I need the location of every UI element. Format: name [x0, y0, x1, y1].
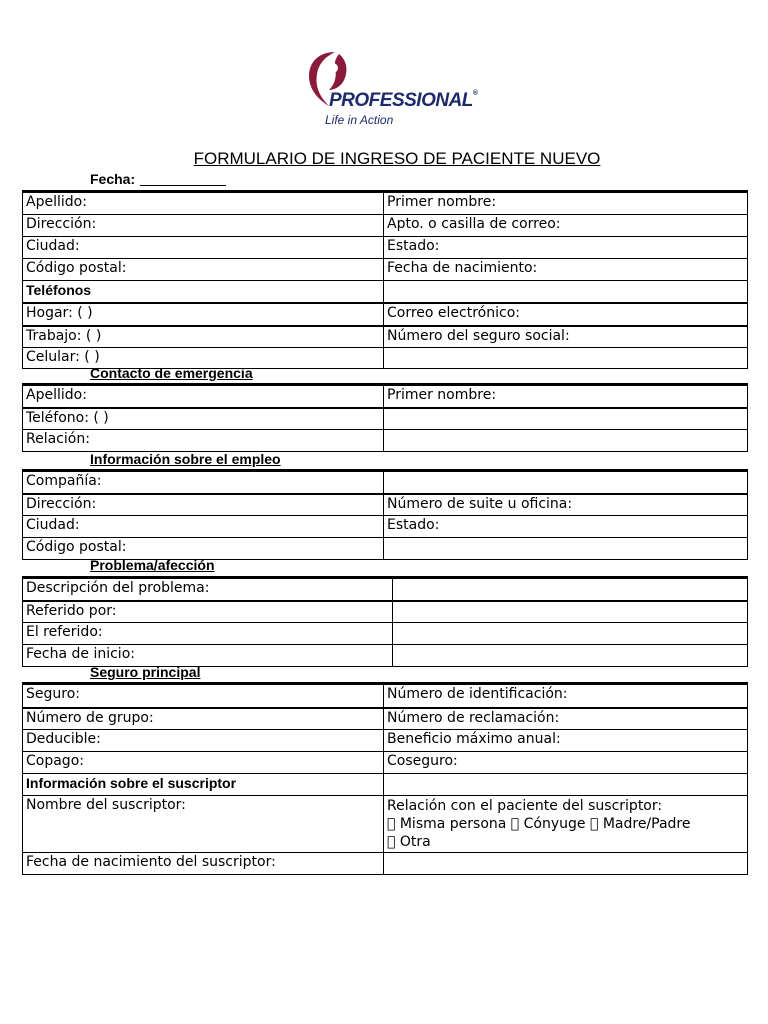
- claim-number-field[interactable]: Número de reclamación:: [383, 709, 747, 729]
- employer-state-field[interactable]: Estado:: [383, 516, 747, 537]
- group-number-field[interactable]: Número de grupo:: [26, 710, 154, 726]
- onset-date-field[interactable]: Fecha de inicio:: [26, 646, 135, 662]
- relationship-option-other[interactable]: Otra: [387, 834, 418, 850]
- employer-address-field[interactable]: Dirección:: [26, 496, 97, 512]
- emergency-phone-field[interactable]: Teléfono: ( ): [26, 410, 109, 426]
- table-row: [23, 852, 747, 874]
- table-row: [23, 325, 747, 347]
- cell-phone-field[interactable]: Celular: ( ): [26, 349, 100, 365]
- fecha-label: Fecha:: [90, 171, 136, 187]
- city-field[interactable]: Ciudad:: [26, 238, 80, 254]
- logo-brand-text: PROFESSIONAL®: [329, 90, 478, 111]
- primary-insurance-heading: Seguro principal: [90, 664, 201, 680]
- table-row: [23, 577, 747, 600]
- table-row: [23, 751, 747, 773]
- employer-zip-field[interactable]: Código postal:: [26, 539, 127, 555]
- problem-condition-table: [22, 576, 748, 667]
- subscriber-birth-date-field[interactable]: Fecha de nacimiento del suscriptor:: [26, 854, 276, 870]
- relationship-options[interactable]: Misma persona Cónyuge Madre/Padre: [387, 816, 652, 832]
- email-field[interactable]: Correo electrónico:: [383, 304, 747, 325]
- referred-by-field[interactable]: Referido por:: [26, 603, 117, 619]
- subscriber-info-subheading: Información sobre el suscriptor: [26, 775, 237, 791]
- table-row: [23, 707, 747, 729]
- empty-cell: [383, 409, 747, 429]
- subscriber-relationship-cell: [383, 796, 747, 852]
- table-row: [23, 302, 747, 325]
- work-phone-field[interactable]: Trabajo: ( ): [26, 328, 102, 344]
- employment-info-heading: Información sobre el empleo: [90, 451, 281, 467]
- table-row: [23, 214, 747, 236]
- insurance-field[interactable]: Seguro:: [26, 686, 80, 702]
- zip-code-field[interactable]: Código postal:: [26, 260, 127, 276]
- id-number-field[interactable]: Número de identificación:: [383, 685, 747, 707]
- birth-date-field[interactable]: Fecha de nacimiento:: [383, 259, 747, 280]
- deductible-field[interactable]: Deducible:: [26, 731, 101, 747]
- empty-cell: [383, 430, 747, 451]
- empty-cell: [383, 853, 747, 874]
- coinsurance-field[interactable]: Coseguro:: [383, 752, 747, 773]
- company-field[interactable]: Compañía:: [26, 473, 102, 489]
- annual-max-benefit-field[interactable]: Beneficio máximo anual:: [383, 730, 747, 751]
- emergency-last-name-field[interactable]: Apellido:: [26, 387, 87, 403]
- home-phone-field[interactable]: Hogar: ( ): [26, 305, 93, 321]
- empty-cell: [392, 645, 747, 666]
- patient-info-table: [22, 190, 748, 369]
- table-row: [23, 795, 747, 852]
- last-name-field[interactable]: Apellido:: [26, 194, 87, 210]
- state-field[interactable]: Estado:: [383, 237, 747, 258]
- empty-cell: [383, 281, 747, 302]
- table-row: [23, 191, 747, 214]
- employer-city-field[interactable]: Ciudad:: [26, 517, 80, 533]
- suite-office-field[interactable]: Número de suite u oficina:: [383, 495, 747, 515]
- ssn-field[interactable]: Número del seguro social:: [383, 327, 747, 347]
- table-row: [23, 236, 747, 258]
- table-row: [23, 622, 747, 644]
- professional-logo: [303, 48, 478, 130]
- empty-cell: [392, 602, 747, 622]
- empty-cell: [383, 538, 747, 559]
- empty-cell: [392, 579, 747, 600]
- address-field[interactable]: Dirección:: [26, 216, 97, 232]
- empty-cell: [383, 472, 747, 493]
- emergency-first-name-field[interactable]: Primer nombre:: [383, 386, 747, 407]
- table-row: [23, 600, 747, 622]
- employment-info-table: [22, 469, 748, 560]
- table-row: [23, 644, 747, 666]
- referral-field[interactable]: El referido:: [26, 624, 103, 640]
- table-row: [23, 773, 747, 795]
- problem-condition-heading: Problema/afección: [90, 557, 215, 573]
- table-row: [23, 493, 747, 515]
- table-row: [23, 429, 747, 451]
- empty-cell: [383, 774, 747, 795]
- fecha-field[interactable]: [140, 185, 226, 186]
- form-title: FORMULARIO DE INGRESO DE PACIENTE NUEVO: [193, 149, 601, 168]
- table-row: [23, 470, 747, 493]
- table-row: [23, 407, 747, 429]
- table-row: [23, 515, 747, 537]
- table-row: [23, 258, 747, 280]
- table-row: [23, 683, 747, 707]
- table-row: [23, 729, 747, 751]
- table-row: [23, 280, 747, 302]
- empty-cell: [383, 348, 747, 368]
- phones-subheading: Teléfonos: [26, 282, 92, 298]
- first-name-field[interactable]: Primer nombre:: [383, 193, 747, 214]
- copay-field[interactable]: Copago:: [26, 753, 84, 769]
- apt-po-box-field[interactable]: Apto. o casilla de correo:: [383, 215, 747, 236]
- emergency-contact-heading: Contacto de emergencia: [90, 365, 253, 381]
- problem-description-field[interactable]: Descripción del problema:: [26, 580, 210, 596]
- emergency-contact-table: [22, 383, 748, 452]
- subscriber-name-field[interactable]: Nombre del suscriptor:: [26, 797, 186, 813]
- subscriber-relationship-label: Relación con el paciente del suscriptor:: [387, 798, 663, 814]
- primary-insurance-table: [22, 682, 748, 875]
- empty-cell: [392, 623, 747, 644]
- table-row: [23, 384, 747, 407]
- logo-tagline: Life in Action: [325, 113, 394, 127]
- table-row: [23, 537, 747, 559]
- emergency-relationship-field[interactable]: Relación:: [26, 431, 90, 447]
